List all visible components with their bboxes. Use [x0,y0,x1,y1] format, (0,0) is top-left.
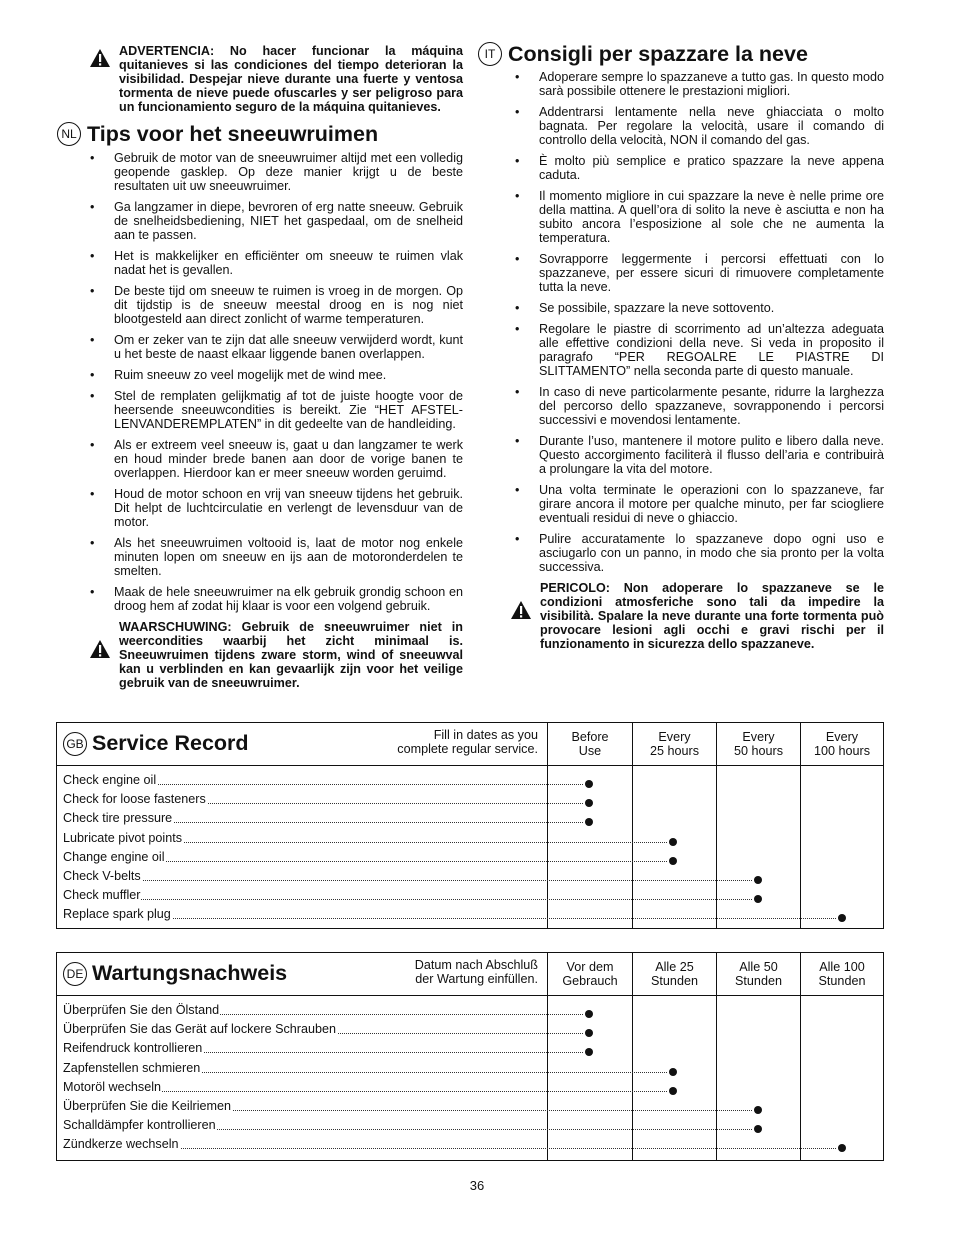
task-label: Überprüfen Sie das Gerät auf lockere Schrauben [63,1020,337,1039]
interval-dot [838,914,846,922]
column-header: Vor dem Gebrauch [547,953,632,995]
leader-dots [63,899,752,900]
column-header: Every 100 hours [800,723,883,765]
column-header: Alle 50 Stunden [716,953,800,995]
table-row [57,1020,883,1039]
table-row [57,790,883,809]
interval-dot [669,838,677,846]
nl-tips-list [88,151,463,613]
interval-dot [754,895,762,903]
list-item: • Il momento migliore in cui spazzare la neve è nelle prime ore della mattina. A quell’ora di solito la neve è asciutta e non ha subito ancora l’esposizione al sole che ne aumenta la temperatura. [513,189,884,245]
list-item: • Om er zeker van te zijn dat alle sneeuw verwijderd wordt, kunt u het beste de naast elkaar liggende banen overlappen. [88,333,463,361]
table-row [57,905,883,924]
column-header: Every 50 hours [716,723,800,765]
list-item: • È molto più semplice e pratico spazzare la neve appena caduta. [513,154,884,182]
left-column [61,44,463,690]
table-row [57,1059,883,1078]
list-item: • Stel de remplaten gelijkmatig af tot de juiste hoogte voor de heersende sneeuwcondities is bereikt. Zie “HET AFSTEL-LENVANDEREMPLATEN” in dit gedeelte van de handleiding. [88,389,463,431]
table-row [57,1001,883,1020]
de-language-badge: DE [63,962,87,986]
right-column [484,42,884,651]
warning-icon [89,639,111,659]
warning-icon [89,48,111,68]
list-item: • Ruim sneeuw zo veel mogelijk met de wind mee. [88,368,463,382]
interval-dot [754,876,762,884]
table-row [57,809,883,828]
table-row [57,771,883,790]
interval-dot [754,1106,762,1114]
nl-warning: WAARSCHUWING: Gebruik de sneeuwruimer niet in weercondities waarbij het zicht minimaal is. Sneeuwruimen tijdens zware storm, wind of sneeuwval kan u verblinden en kan gevaarlijk zijn voor het veilige gebruik van de sneeuwruimer. [119,620,463,690]
task-label: Zapfenstellen schmieren [63,1059,201,1078]
list-item: • Addentrarsi lentamente nella neve ghiacciata o molto bagnata. Per regolare la velocità, usare il comando di controllo della velocità, NON il comando del gas. [513,105,884,147]
interval-dot [585,818,593,826]
interval-dot [585,1029,593,1037]
nl-title: Tips voor het sneeuwruimen [87,122,379,146]
interval-dot [585,1048,593,1056]
list-item: • Una volta terminate le operazioni con lo spazzaneve, far girare ancora il motore per qualche minuto, per far sciogliere eventuali residui di neve o ghiaccio. [513,483,884,525]
page-number: 36 [469,1178,485,1193]
list-item: • Ga langzamer in diepe, bevroren of erg natte sneeuw. Gebruik de snelheidsbediening, NIET het gaspedaal, om de snelheid aan te passen. [88,200,463,242]
it-language-badge: IT [478,42,502,66]
task-label: Reifendruck kontrollieren [63,1039,203,1058]
table-rows [57,766,883,925]
column-header: Alle 25 Stunden [632,953,716,995]
service-record-table [56,722,884,929]
table-row [57,1135,883,1154]
task-label: Check muffler [63,886,141,905]
interval-dot [585,799,593,807]
task-label: Check engine oil [63,771,157,790]
table-title: GB Service Record [63,731,249,756]
column-header: Alle 100 Stunden [800,953,883,995]
table-row [57,1078,883,1097]
it-warning: PERICOLO: Non adoperare lo spazzaneve se le condizioni atmosferiche sono tali da impedire la visibilità. Spalare la neve durante una forte tormenta può provocare lesioni agli occhi e gravi rischi per il funzionamento in sicurezza dello spazzaneve. [540,581,884,651]
table-rows [57,996,883,1155]
task-label: Zündkerze wechseln [63,1135,180,1154]
task-label: Überprüfen Sie den Ölstand [63,1001,220,1020]
list-item: • Adoperare sempre lo spazzaneve a tutto gas. In questo modo sarà possibile ottenere le prestazioni migliori. [513,70,884,98]
list-item: • Als het sneeuwruimen voltooid is, laat de motor nog enkele minuten lopen om sneeuw en ijs aan de motoronderdelen te smelten. [88,536,463,578]
interval-dot [838,1144,846,1152]
task-label: Replace spark plug [63,905,172,924]
list-item: • De beste tijd om sneeuw te ruimen is vroeg in de morgen. Op dit tijdstip is de sneeuw meestal droog en is nog niet blootgesteld aan direct zonlicht of warme temperaturen. [88,284,463,326]
task-label: Schalldämpfer kontrollieren [63,1116,217,1135]
warning-icon [510,600,532,620]
list-item: • In caso di neve particolarmente pesante, ridurre la larghezza del percorso dello spazzaneve, sovrapponendo i percorsi successivi e movendosi lentamente. [513,385,884,427]
table-row [57,1116,883,1135]
interval-dot [585,1010,593,1018]
es-warning: ADVERTENCIA: No hacer funcionar la máquina quitanieves si las condiciones del tiempo deterioran la visibilidad. Despejar nieve durante una fuerte y ventosa tormenta de nieve puede ofuscarles y ser peligroso para un funcionamiento seguro de la máquina quitanieves. [119,44,463,114]
list-item: • Sovrapporre leggermente i percorsi effettuati con lo spazzaneve, per essere sicuri di rimuovere completamente tutta la neve. [513,252,884,294]
table-row [57,1097,883,1116]
list-item: • Regolare le piastre di scorrimento ad un’altezza adeguata alle effettive condizioni della neve. Si veda in proposito il paragrafo “PER REGOALRE LE PIASTRE DI SLITTAMENTO” nella seconda parte di questo manuale. [513,322,884,378]
table-note: Fill in dates as you complete regular service. [397,728,538,756]
table-row [57,848,883,867]
column-header: Every 25 hours [632,723,716,765]
it-title: Consigli per spazzare la neve [508,42,808,66]
column-header: Before Use [547,723,632,765]
task-label: Motoröl wechseln [63,1078,162,1097]
table-note: Datum nach Abschluß der Wartung einfüllen. [414,958,538,986]
it-tips-list [513,70,884,574]
table-row [57,829,883,848]
table-title: DE Wartungsnachweis [63,961,287,986]
interval-dot [669,1068,677,1076]
task-label: Change engine oil [63,848,166,867]
nl-language-badge: NL [57,122,81,146]
table-row [57,1039,883,1058]
maintenance-record-table [56,952,884,1161]
task-label: Überprüfen Sie die Keilriemen [63,1097,232,1116]
leader-dots [63,880,752,881]
task-label: Check V-belts [63,867,142,886]
list-item: • Het is makkelijker en efficiënter om sneeuw te ruimen vlak nadat het is gevallen. [88,249,463,277]
task-label: Lubricate pivot points [63,829,183,848]
list-item: • Houd de motor schoon en vrij van sneeuw tijdens het gebruik. Dit helpt de luchtcirculatie en verlengt de levensduur van de motor. [88,487,463,529]
table-row [57,886,883,905]
interval-dot [585,780,593,788]
task-label: Check for loose fasteners [63,790,207,809]
gb-language-badge: GB [63,732,87,756]
list-item: • Pulire accuratamente lo spazzaneve dopo ogni uso e asciugarlo con un panno, in modo che sia pronto per la volta successiva. [513,532,884,574]
interval-dot [754,1125,762,1133]
task-label: Check tire pressure [63,809,173,828]
table-header [57,953,883,996]
it-heading [478,42,884,66]
table-header [57,723,883,766]
interval-dot [669,857,677,865]
list-item: • Gebruik de motor van de sneeuwruimer altijd met een volledig geopende gasklep. Op deze manier krijgt u de beste resultaten uit uw sneeuwruimer. [88,151,463,193]
list-item: • Durante l’uso, mantenere il motore pulito e libero dalla neve. Questo accorgimento faciliterà il flusso dell’aria e contribuirà a prolungare la vita del motore. [513,434,884,476]
interval-dot [669,1087,677,1095]
leader-dots [63,918,836,919]
table-row [57,867,883,886]
nl-heading [57,122,463,146]
list-item: • Als er extreem veel sneeuw is, gaat u dan langzamer te werk en houd minder brede banen aan door de vorige banen te overlappen. Hierdoor kan er meer sneeuw worden geruimd. [88,438,463,480]
list-item: • Maak de hele sneeuwruimer na elk gebruik grondig schoon en droog hem af zodat hij klaar is voor een volgend gebruik. [88,585,463,613]
list-item: • Se possibile, spazzare la neve sottovento. [513,301,884,315]
